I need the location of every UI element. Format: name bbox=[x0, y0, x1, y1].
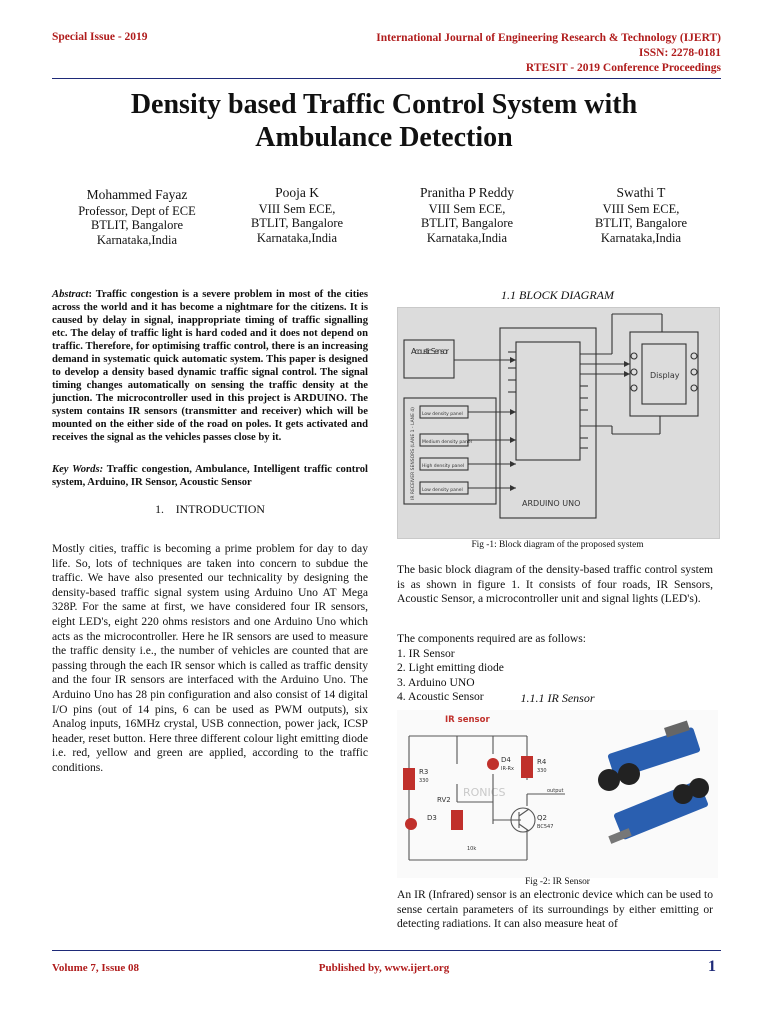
volume-label: Volume 7, Issue 08 bbox=[52, 962, 139, 974]
components-intro: The components required are as follows: bbox=[397, 632, 586, 645]
author-affiliation: BTLIT, Bangalore bbox=[420, 216, 514, 230]
ir-module-photo-1 bbox=[598, 721, 701, 791]
footer-divider bbox=[52, 950, 721, 951]
block-diagram-heading: 1.1 BLOCK DIAGRAM bbox=[501, 288, 614, 302]
keywords bbox=[52, 463, 368, 489]
r3-label: R3 bbox=[419, 768, 429, 776]
section-heading: 1. INTRODUCTION bbox=[155, 502, 265, 516]
component-item: 4. Acoustic Sensor bbox=[397, 690, 484, 704]
author-name: Pooja K bbox=[275, 185, 319, 200]
r4-value: 330 bbox=[537, 768, 547, 774]
abstract-text: : Traffic congestion is a severe problem in most of the cities across the world and it has become a nightmare for the citizens. It is caused by delay in signal, inappropriate timing of traffic signalling etc. The delay of traffic light is hard coded and it does not depend on traffic. Therefore, for optimising traffic control, there is an increasing demand in systematic quick automatic system. This paper is designed to develop a density based dynamic traffic signal control. The signal timing changes automatically on sensing the traffic density at the junction. The microcontroller used in this project is ARDUINO. The system contains IR sensors (transmitter and receiver) which will be mounted on the either side of the road on poles. It gets activated and receives the signal as the vehicles passes close by it. bbox=[52, 289, 368, 443]
block-diagram-text: The basic block diagram of the density-based traffic control system is as shown in figure 1. It consists of four roads, IR Sensors, Acoustic Sensor, a microcontroller unit and signal lights (LED's). bbox=[397, 563, 713, 606]
author-affiliation: BTLIT, Bangalore bbox=[250, 216, 344, 230]
ir-panel-label: Medium density panel bbox=[422, 440, 472, 445]
d4-label: D4 bbox=[501, 756, 511, 764]
page-number: 1 bbox=[708, 958, 716, 975]
ir-panel-label: Low density panel bbox=[422, 488, 463, 493]
author-affiliation: Karnataka,India bbox=[426, 230, 508, 245]
author-name: Swathi T bbox=[616, 185, 666, 200]
author-block bbox=[222, 186, 372, 245]
r4-label: R4 bbox=[537, 758, 547, 766]
block-diagram-figure bbox=[397, 307, 720, 539]
d3-label: D3 bbox=[427, 814, 437, 822]
author-affiliation: Karnataka,India bbox=[96, 232, 178, 247]
component-item: 1. IR Sensor bbox=[397, 646, 455, 660]
acoustic-sensor-box bbox=[404, 340, 454, 378]
keywords-text: Traffic congestion, Ambulance, Intelligent traffic control system, Arduino, IR Sensor, Acoustic Sensor bbox=[52, 464, 368, 488]
header-divider bbox=[52, 78, 721, 79]
arduino-label: ARDUINO UNO bbox=[522, 499, 581, 508]
component-item: 2. Light emitting diode bbox=[397, 661, 504, 675]
author-affiliation: VIII Sem ECE, bbox=[428, 201, 506, 216]
block-diagram-drawing bbox=[398, 308, 719, 538]
journal-header bbox=[376, 31, 721, 76]
introduction-text: Mostly cities, traffic is becoming a prime problem for day to day life. So, lots of techniques are taken into concern to subdue the traffic. We have also presented our technicality by designing the density-based traffic signal system using Arduino Uno AT Mega 328P. For the same at first, we have considered four IR sensors, eight LED's, eight 220 ohms resistors and one Arduino Uno which acts as the microcontroller. Here he IR sensors are used to measure the traffic density i.e., the number of vehicles are counted that are passing through the each IR sensor which is called as traffic density and the four IR sensors are interfaced with the Arduino Uno. The Arduino Uno has 28 pin configuration and also consist of 14 digital I/O pins (out of 14 pins, 6 can be used as PWM outputs), six Analog inputs, 16MHz crystal, USB connection, power jack, ICSP header, reset button. Here three different colour light emitting diode i.e. red, yellow and green are applied, according to the traffic conditions. bbox=[52, 542, 368, 774]
ir-sensor-text: An IR (Infrared) sensor is an electronic device which can be used to sense certain parameters of its surroundings by either emitting or detecting radiations. It can also measure heat of bbox=[397, 888, 713, 931]
paper-title bbox=[0, 88, 768, 154]
keywords-label: Key Words: bbox=[52, 464, 104, 475]
acoustic-label: Acoustic Sensor bbox=[411, 347, 449, 356]
author-block bbox=[566, 186, 716, 245]
special-issue-label: Special Issue - 2019 bbox=[52, 31, 148, 43]
ir-module-photo-2 bbox=[608, 778, 709, 844]
q2-value: BC547 bbox=[537, 824, 554, 830]
author-affiliation: Karnataka,India bbox=[600, 230, 682, 245]
author-affiliation: BTLIT, Bangalore bbox=[594, 216, 688, 230]
ir-panel-label: High density panel bbox=[422, 464, 465, 469]
arduino-board bbox=[500, 328, 596, 518]
figure-2-caption: Fig -2: IR Sensor bbox=[525, 877, 590, 887]
q2-label: Q2 bbox=[537, 814, 547, 822]
ir-panel-label: Low density panel bbox=[422, 412, 463, 417]
d4-value: IR-Rx bbox=[501, 766, 514, 772]
component-item: 3. Arduino UNO bbox=[397, 675, 475, 689]
ir-sensor-heading: 1.1.1 IR Sensor bbox=[520, 691, 595, 705]
ir-circuit-title: IR sensor bbox=[445, 715, 490, 725]
rv2-label: RV2 bbox=[437, 796, 451, 804]
arduino-chip bbox=[516, 342, 580, 460]
issn-label: ISSN: 2278-0181 bbox=[638, 47, 721, 59]
author-block bbox=[52, 188, 222, 247]
display-label: Display bbox=[650, 371, 680, 380]
ir-sensor-figure bbox=[397, 710, 718, 878]
author-affiliation: VIII Sem ECE, bbox=[258, 201, 336, 216]
resistor-value: 10k bbox=[467, 846, 477, 852]
author-affiliation: Professor, Dept of ECE bbox=[78, 203, 196, 218]
author-name: Pranitha P Reddy bbox=[420, 185, 514, 200]
r3-value: 330 bbox=[419, 778, 429, 784]
title-line-2: Ambulance Detection bbox=[255, 122, 513, 153]
author-affiliation: Karnataka,India bbox=[256, 230, 338, 245]
abstract-label: Abstract bbox=[52, 289, 89, 300]
output-label: output bbox=[547, 788, 564, 794]
author-affiliation: BTLIT, Bangalore bbox=[90, 218, 184, 232]
author-block bbox=[392, 186, 542, 245]
published-by: Published by, www.ijert.org bbox=[318, 962, 450, 974]
ir-side-label: IR RECEIVER SENSORS (LANE 1 - LANE 4) bbox=[411, 407, 416, 500]
author-name: Mohammed Fayaz bbox=[86, 187, 188, 202]
proceedings-label: RTESIT - 2019 Conference Proceedings bbox=[525, 62, 721, 74]
title-line-1: Density based Traffic Control System with bbox=[130, 89, 638, 120]
author-affiliation: VIII Sem ECE, bbox=[602, 201, 680, 216]
abstract bbox=[52, 288, 368, 444]
ir-sensor-drawing bbox=[397, 710, 718, 878]
journal-name: International Journal of Engineering Research & Technology (IJERT) bbox=[376, 32, 721, 44]
figure-1-caption: Fig -1: Block diagram of the proposed system bbox=[471, 540, 644, 550]
watermark: RONICS bbox=[463, 786, 506, 799]
